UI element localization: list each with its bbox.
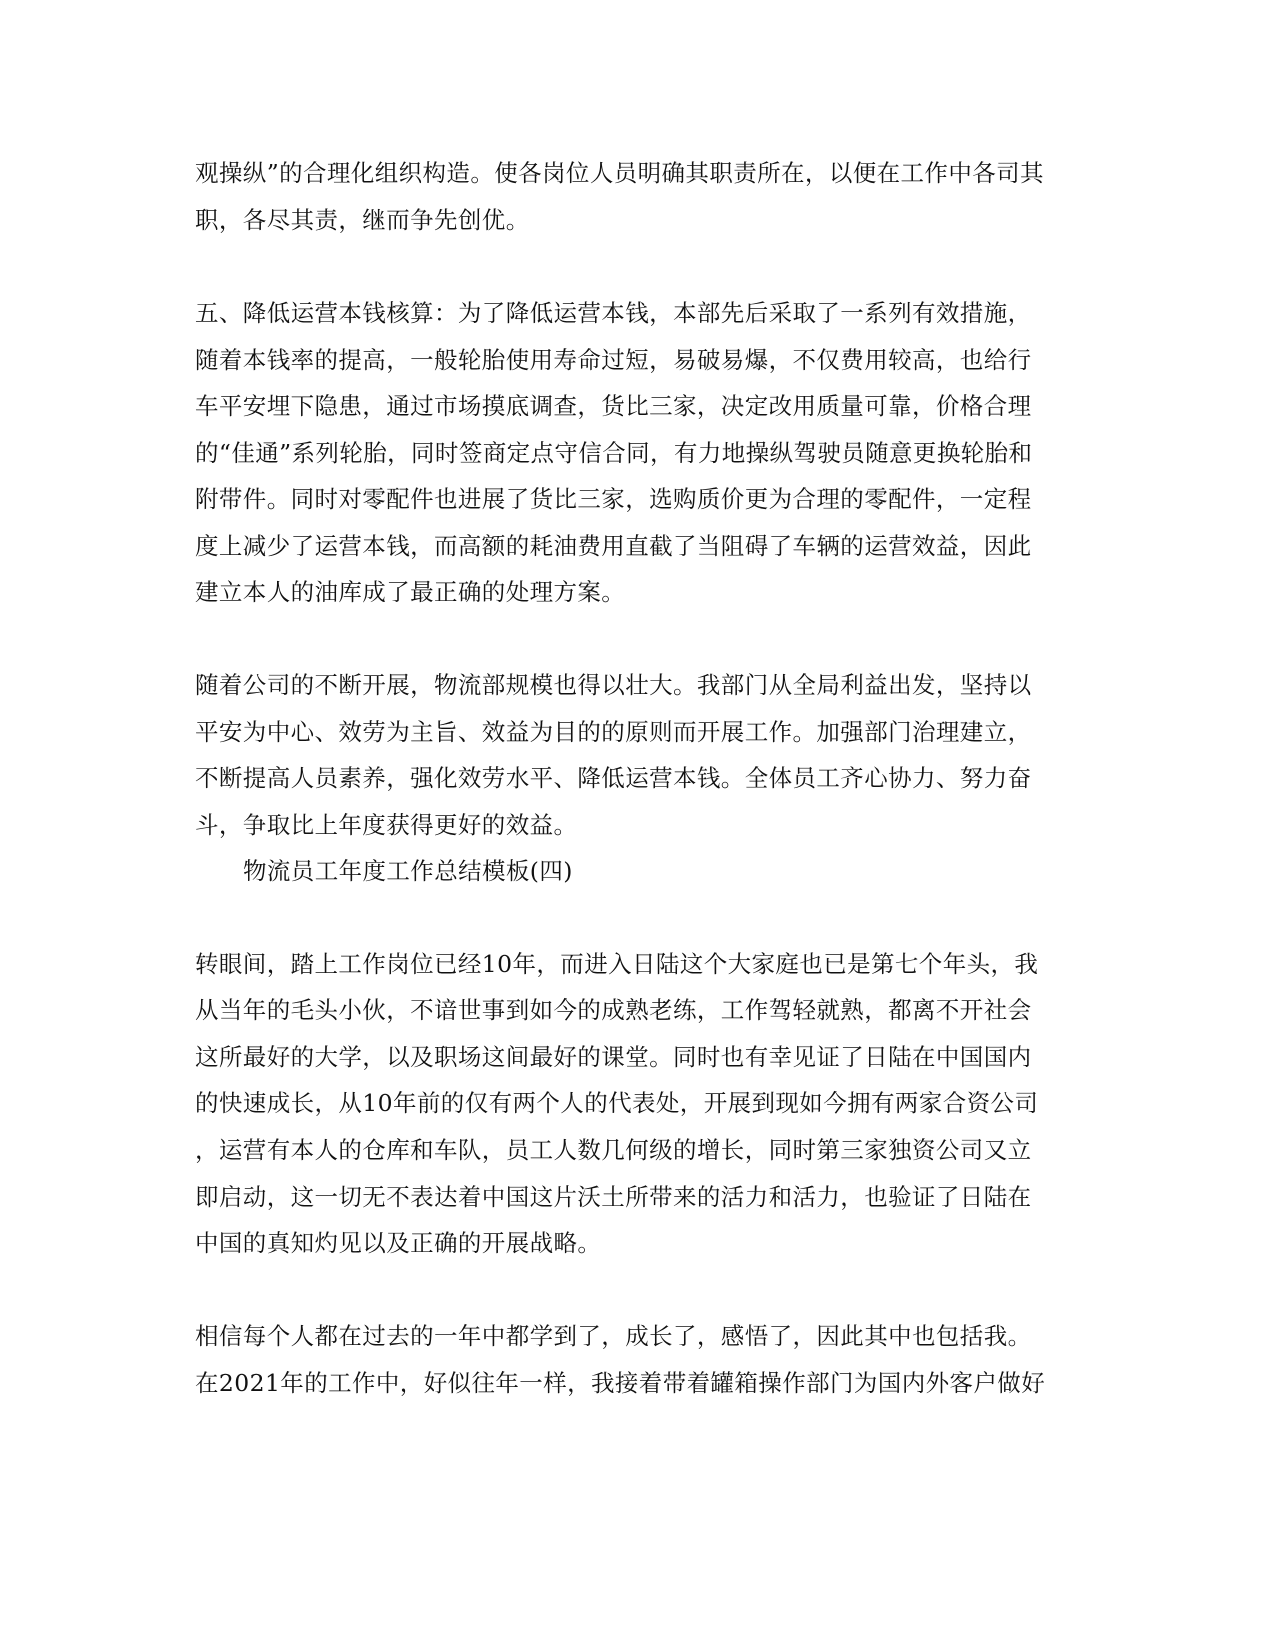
- text-line: 的“佳通”系列轮胎，同时签商定点守信合同，有力地操纵驾驶员随意更换轮胎和: [195, 439, 1033, 467]
- text-line: 不断提高人员素养，强化效劳水平、降低运营本钱。全体员工齐心协力、努力奋: [195, 764, 1032, 792]
- text-line: 随着公司的不断开展，物流部规模也得以壮大。我部门从全局利益出发，坚持以: [195, 671, 1032, 699]
- text-line: 度上减少了运营本钱，而高额的耗油费用直截了当阻碍了车辆的运营效益，因此: [195, 532, 1032, 560]
- text-line: 建立本人的油库成了最正确的处理方案。: [195, 578, 626, 606]
- text-line: 车平安埋下隐患，通过市场摸底调查，货比三家，决定改用质量可靠，价格合理: [195, 392, 1032, 420]
- text-line: ，运营有本人的仓库和车队，员工人数几何级的增长，同时第三家独资公司又立: [195, 1136, 1032, 1164]
- text-line: 附带件。同时对零配件也进展了货比三家，选购质价更为合理的零配件，一定程: [195, 485, 1032, 513]
- text-line: 随着本钱率的提高，一般轮胎使用寿命过短，易破易爆，不仅费用较高，也给行: [195, 346, 1032, 374]
- text-line: 五、降低运营本钱核算：为了降低运营本钱，本部先后采取了一系列有效措施，: [195, 299, 1032, 327]
- text-line: 斗，争取比上年度获得更好的效益。: [195, 811, 578, 839]
- text-line: 这所最好的大学，以及职场这间最好的课堂。同时也有幸见证了日陆在中国国内: [195, 1043, 1032, 1071]
- text-line: 相信每个人都在过去的一年中都学到了，成长了，感悟了，因此其中也包括我。: [195, 1322, 1032, 1350]
- text-line: 平安为中心、效劳为主旨、效益为目的的原则而开展工作。加强部门治理建立，: [195, 718, 1032, 746]
- text-line: 的快速成长，从10年前的仅有两个人的代表处，开展到现如今拥有两家合资公司: [195, 1089, 1039, 1117]
- text-line: 在2021年的工作中，好似往年一样，我接着带着罐箱操作部门为国内外客户做好: [195, 1369, 1046, 1397]
- text-line: 观操纵”的合理化组织构造。使各岗位人员明确其职责所在，以便在工作中各司其: [195, 159, 1044, 187]
- section-heading: 物流员工年度工作总结模板(四): [243, 857, 573, 885]
- text-line: 转眼间，踏上工作岗位已经10年，而进入日陆这个大家庭也已是第七个年头，我: [195, 950, 1039, 978]
- text-line: 即启动，这一切无不表达着中国这片沃土所带来的活力和活力，也验证了日陆在: [195, 1183, 1032, 1211]
- text-line: 中国的真知灼见以及正确的开展战略。: [195, 1229, 602, 1257]
- text-line: 职，各尽其责，继而争先创优。: [195, 206, 530, 234]
- text-line: 从当年的毛头小伙，不谙世事到如今的成熟老练，工作驾轻就熟，都离不开社会: [195, 996, 1032, 1024]
